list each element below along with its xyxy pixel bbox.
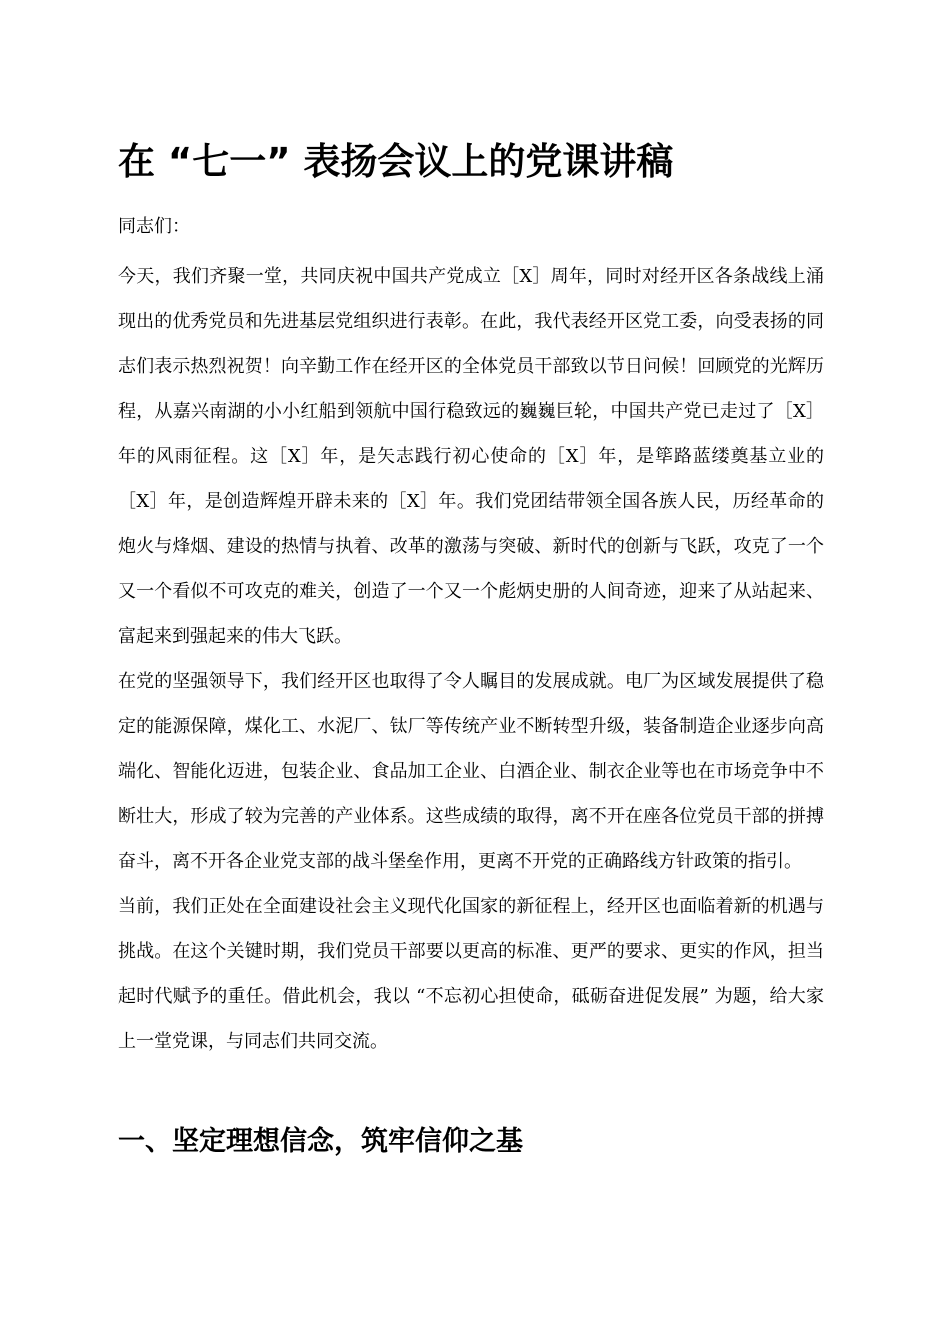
document-body [118, 254, 824, 1064]
salutation: 同志们： [118, 216, 190, 237]
paragraph-current-tasks: 当前，我们正处在全面建设社会主义现代化国家的新征程上，经开区也面临着新的机遇与挑战。在这个关键时期，我们党员干部要以更高的标准、更严的要求、更实的作风，担当起时代赋予的重任。借此机会，我以 “不忘初心担使命，砥砺奋进促发展” 为题，给大家上一堂党课，与同志们共同交流。 [118, 896, 824, 1052]
section-heading: 一、坚定理想信念，筑牢信仰之基 [118, 1126, 523, 1157]
document-title: 在 “七一” 表扬会议上的党课讲稿 [118, 140, 674, 183]
paragraph-opening: 今天，我们齐聚一堂，共同庆祝中国共产党成立［X］周年，同时对经开区各条战线上涌现出的优秀党员和先进基层党组织进行表彰。在此，我代表经开区党工委，向受表扬的同志们表示热烈祝贺！向辛勤工作在经开区的全体党员干部致以节日问候！回顾党的光辉历程，从嘉兴南湖的小小红船到领航中国行稳致远的巍巍巨轮，中国共产党已走过了［X］年的风雨征程。这［X］年，是矢志践行初心使命的［X］年，是筚路蓝缕奠基立业的［X］年，是创造辉煌开辟未来的［X］年。我们党团结带领全国各族人民，历经革命的炮火与烽烟、建设的热情与执着、改革的激荡与突破、新时代的创新与飞跃，攻克了一个又一个看似不可攻克的难关，创造了一个又一个彪炳史册的人间奇迹，迎来了从站起来、富起来到强起来的伟大飞跃。 [118, 266, 824, 647]
paragraph-achievements: 在党的坚强领导下，我们经开区也取得了令人瞩目的发展成就。电厂为区域发展提供了稳定的能源保障，煤化工、水泥厂、钛厂等传统产业不断转型升级，装备制造企业逐步向高端化、智能化迈进，包装企业、食品加工企业、白酒企业、制衣企业等也在市场竞争中不断壮大，形成了较为完善的产业体系。这些成绩的取得，离不开在座各位党员干部的拼搏奋斗，离不开各企业党支部的战斗堡垒作用，更离不开党的正确路线方针政策的指引。 [118, 671, 824, 872]
